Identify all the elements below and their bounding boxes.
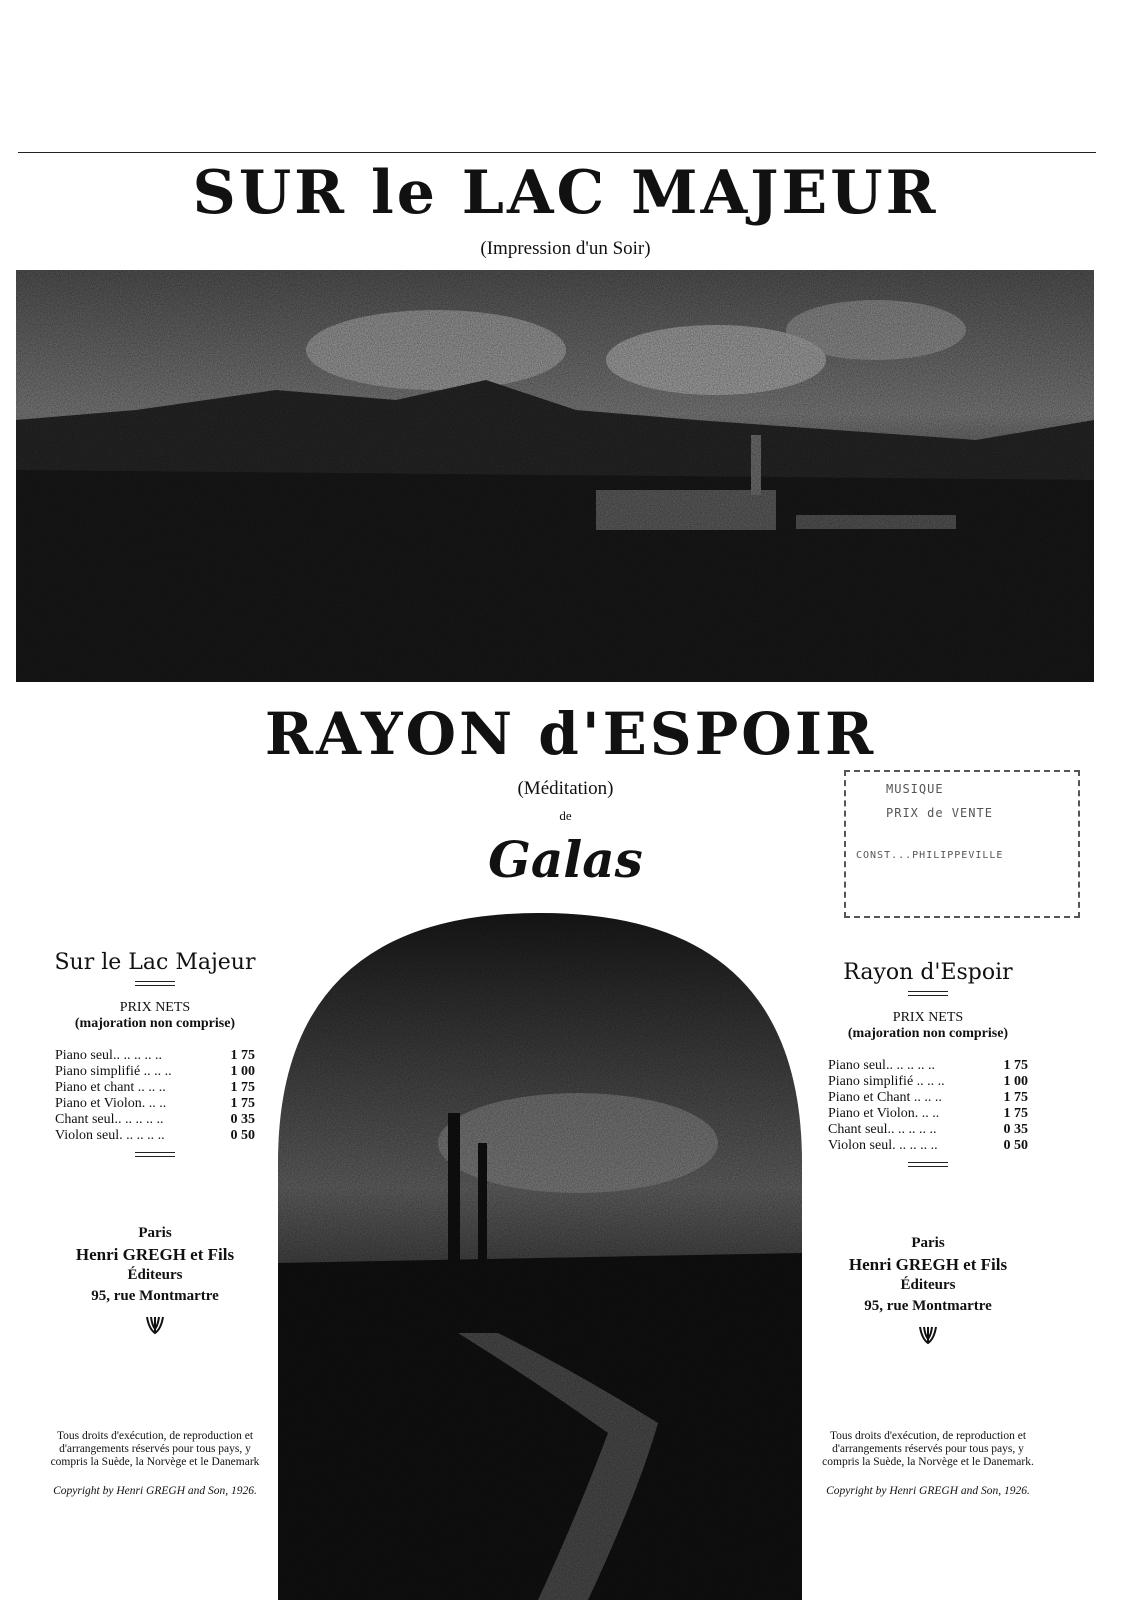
- publisher-address: 95, rue Montmartre: [91, 1288, 219, 1304]
- left-column: [40, 950, 270, 1498]
- publisher-role: Éditeurs: [900, 1277, 956, 1293]
- price-row: [828, 1138, 1028, 1154]
- publisher-logo-icon: [143, 1313, 167, 1337]
- price-value: 1 75: [1003, 1058, 1028, 1073]
- price-list: [55, 1048, 255, 1144]
- prix-label: PRIX NETS: [119, 1000, 191, 1015]
- price-item: Chant seul.. .. .. .. ..: [55, 1112, 164, 1127]
- price-value: 1 75: [230, 1096, 255, 1111]
- price-item: Piano et Violon. .. ..: [828, 1106, 940, 1121]
- price-item: Piano simplifié .. .. ..: [828, 1074, 945, 1089]
- publisher-role: Éditeurs: [127, 1267, 183, 1283]
- price-item: Piano et Violon. .. ..: [55, 1096, 167, 1111]
- price-row: [55, 1064, 255, 1080]
- arched-photo: [278, 913, 802, 1600]
- price-value: 1 75: [1003, 1106, 1028, 1121]
- second-subtitle: (Méditation): [517, 778, 614, 799]
- price-row: [828, 1122, 1028, 1138]
- price-value: 1 75: [230, 1080, 255, 1095]
- second-title: RAYON d'ESPOIR: [264, 700, 877, 768]
- stamp-line: MUSIQUE: [886, 782, 944, 796]
- price-item: Piano seul.. .. .. .. ..: [828, 1058, 935, 1073]
- prix-label: PRIX NETS: [892, 1010, 964, 1025]
- publisher-logo-icon: [916, 1323, 940, 1347]
- price-item: Violon seul. .. .. .. ..: [828, 1138, 938, 1153]
- composer-name: Galas: [488, 830, 643, 889]
- price-value: 1 75: [230, 1048, 255, 1063]
- rights-notice: Tous droits d'exécution, de reproduction et d'arrangements réservés pour tous pays, y compris la Suède, la Norvège et le Danemark.: [822, 1430, 1034, 1468]
- right-column: [813, 960, 1043, 1498]
- price-row: [55, 1128, 255, 1144]
- price-row: [828, 1106, 1028, 1122]
- copyright-notice: Copyright by Henri GREGH and Son, 1926.: [53, 1485, 257, 1497]
- publisher-name: Henri GREGH et Fils: [848, 1255, 1008, 1274]
- price-row: [828, 1090, 1028, 1106]
- lake-photo: [16, 270, 1094, 682]
- copyright-notice: Copyright by Henri GREGH and Son, 1926.: [826, 1485, 1030, 1497]
- price-item: Piano simplifié .. .. ..: [55, 1064, 172, 1079]
- price-row: [828, 1074, 1028, 1090]
- stamp-line: CONST...PHILIPPEVILLE: [856, 850, 1004, 861]
- price-value: 1 75: [1003, 1090, 1028, 1105]
- publisher-block: [813, 1233, 1043, 1317]
- de-label: de: [559, 808, 572, 823]
- page-subtitle: (Impression d'un Soir): [480, 238, 651, 259]
- price-row: [55, 1112, 255, 1128]
- publisher-city: Paris: [138, 1225, 172, 1241]
- double-rule: [908, 991, 948, 996]
- price-value: 0 35: [1003, 1122, 1028, 1137]
- right-work-title: Rayon d'Espoir: [843, 960, 1013, 985]
- price-item: Piano et Chant .. .. ..: [828, 1090, 942, 1105]
- price-item: Piano seul.. .. .. .. ..: [55, 1048, 162, 1063]
- price-value: 0 35: [230, 1112, 255, 1127]
- price-item: Piano et chant .. .. ..: [55, 1080, 166, 1095]
- majoration-label: (majoration non comprise): [74, 1016, 236, 1031]
- price-value: 1 00: [1003, 1074, 1028, 1089]
- publisher-address: 95, rue Montmartre: [864, 1298, 992, 1314]
- price-value: 1 00: [230, 1064, 255, 1079]
- publisher-city: Paris: [911, 1235, 945, 1251]
- price-row: [55, 1048, 255, 1064]
- price-row: [55, 1096, 255, 1112]
- price-item: Chant seul.. .. .. .. ..: [828, 1122, 937, 1137]
- double-rule: [135, 981, 175, 986]
- double-rule: [135, 1152, 175, 1157]
- price-stamp: [844, 770, 1080, 918]
- stamp-line: PRIX de VENTE: [886, 806, 993, 820]
- majoration-label: (majoration non comprise): [847, 1026, 1009, 1041]
- price-value: 0 50: [230, 1128, 255, 1143]
- left-work-title: Sur le Lac Majeur: [54, 950, 256, 975]
- publisher-name: Henri GREGH et Fils: [75, 1245, 235, 1264]
- page-title: SUR le LAC MAJEUR: [192, 158, 939, 228]
- publisher-block: [40, 1223, 270, 1307]
- price-row: [55, 1080, 255, 1096]
- top-rule: [18, 152, 1096, 153]
- price-list: [828, 1058, 1028, 1154]
- double-rule: [908, 1162, 948, 1167]
- price-item: Violon seul. .. .. .. ..: [55, 1128, 165, 1143]
- rights-notice: Tous droits d'exécution, de reproduction et d'arrangements réservés pour tous pays, y compris la Suède, la Norvège et le Danemark: [50, 1430, 260, 1468]
- price-value: 0 50: [1003, 1138, 1028, 1153]
- price-row: [828, 1058, 1028, 1074]
